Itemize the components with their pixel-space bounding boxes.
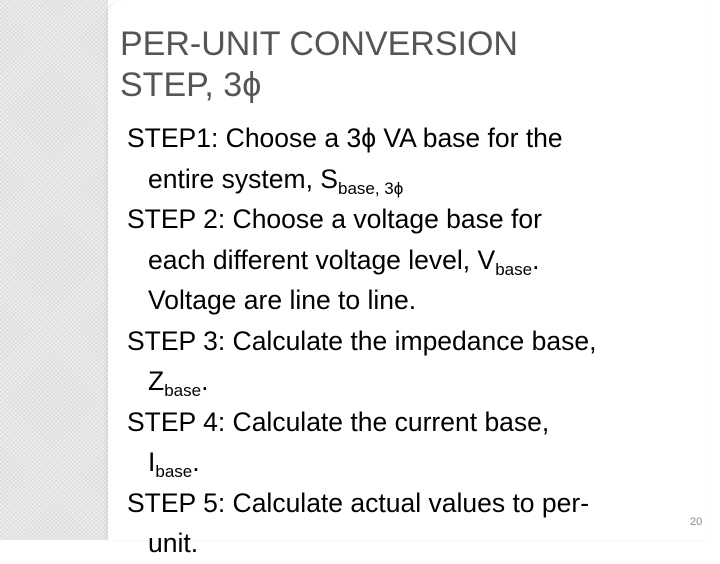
step-2-line-3: Voltage are line to line. bbox=[148, 285, 417, 315]
page-number: 20 bbox=[690, 516, 703, 528]
step-3-line-2-end: . bbox=[201, 366, 209, 396]
step-4-line-1: STEP 4: Calculate the current base, bbox=[127, 406, 550, 437]
title-line-1: PER-UNIT CONVERSION bbox=[120, 25, 518, 63]
step-3-line-1: STEP 3: Calculate the impedance base, bbox=[127, 325, 597, 356]
step-2-line-2: each different voltage level, V bbox=[148, 244, 496, 275]
step-1-line-1: STEP1: Choose a 3ϕ VA base for the bbox=[127, 123, 563, 153]
step-list bbox=[127, 118, 702, 564]
step-1-line-2: entire system, S bbox=[148, 163, 338, 194]
left-decorative-band bbox=[0, 0, 108, 540]
step-4-line-2-end: . bbox=[192, 447, 200, 477]
step-1 bbox=[127, 118, 702, 199]
step-1-subscript: base, 3ϕ bbox=[337, 178, 404, 198]
step-3-line-2: Z bbox=[148, 366, 165, 396]
step-3 bbox=[127, 321, 702, 402]
step-5-line-1: STEP 5: Calculate actual values to per- bbox=[127, 487, 590, 518]
step-2-line-1: STEP 2: Choose a voltage base for bbox=[127, 204, 542, 234]
step-4-subscript: base bbox=[155, 462, 193, 481]
step-3-subscript: base bbox=[164, 381, 202, 400]
step-2-subscript: base bbox=[495, 259, 533, 279]
step-5-line-2: unit. bbox=[148, 528, 199, 558]
step-4-line-2: I bbox=[148, 447, 156, 477]
step-5 bbox=[127, 483, 702, 564]
step-4 bbox=[127, 402, 702, 483]
step-2-line-2-end: . bbox=[532, 244, 540, 275]
slide-title bbox=[120, 24, 680, 106]
step-2 bbox=[127, 199, 702, 321]
title-line-2: STEP, 3ϕ bbox=[120, 65, 262, 104]
